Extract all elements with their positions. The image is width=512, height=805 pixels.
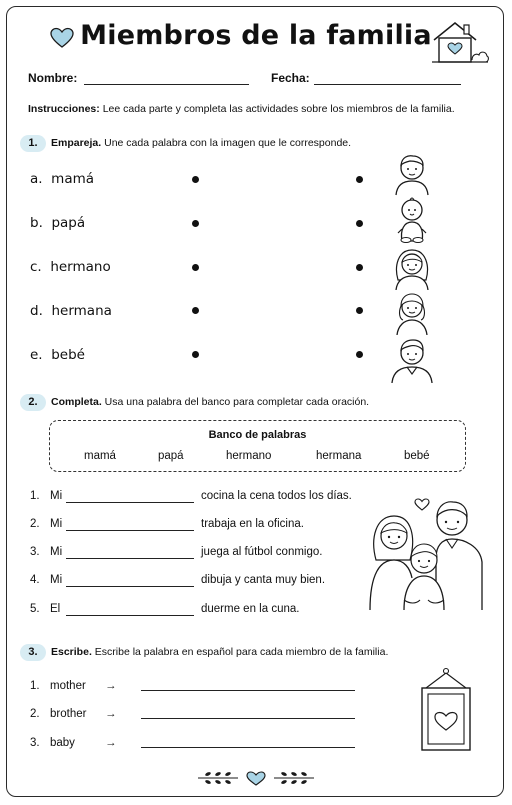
translate-number: 2. xyxy=(30,708,40,720)
instructions: Instrucciones: Lee cada parte y completa las actividades sobre los miembros de la familia. xyxy=(28,103,455,115)
section-1-heading: Empareja. Une cada palabra con la imagen que le corresponde. xyxy=(51,137,352,149)
page-title: Miembros de la familia xyxy=(80,20,432,51)
match-dot-left[interactable] xyxy=(192,307,199,314)
section-3-heading: Escribe. Escribe la palabra en español para cada miembro de la familia. xyxy=(51,646,389,658)
match-dot-left[interactable] xyxy=(192,176,199,183)
sentence-start: Mi xyxy=(50,518,63,530)
section-2-number: 2. xyxy=(20,394,46,411)
name-label: Nombre: xyxy=(28,71,78,85)
boy-face-icon[interactable] xyxy=(390,150,434,196)
sentence-number: 2. xyxy=(30,518,40,530)
translate-word: baby xyxy=(50,737,75,749)
translate-word: mother xyxy=(50,680,86,692)
bank-word: mamá xyxy=(84,450,116,462)
bank-word: hermana xyxy=(316,450,362,462)
match-dot-right[interactable] xyxy=(356,351,363,358)
sentence-end: cocina la cena todos los días. xyxy=(201,490,352,502)
arrow-right-icon: → xyxy=(105,737,117,749)
sentence-blank[interactable] xyxy=(66,615,194,616)
translate-blank[interactable] xyxy=(141,747,355,748)
match-dot-right[interactable] xyxy=(356,264,363,271)
bank-word: hermano xyxy=(226,450,272,462)
list-item: e. bebé xyxy=(30,347,85,363)
girl-face-icon[interactable] xyxy=(390,289,434,335)
match-dot-left[interactable] xyxy=(192,351,199,358)
section-3-number: 3. xyxy=(20,644,46,661)
list-item: d. hermana xyxy=(30,303,112,319)
sentence-blank[interactable] xyxy=(66,530,194,531)
translate-blank[interactable] xyxy=(141,718,355,719)
match-dot-right[interactable] xyxy=(356,307,363,314)
word-bank-title: Banco de palabras xyxy=(208,429,307,441)
bank-word: papá xyxy=(158,450,184,462)
list-item: b. papá xyxy=(30,215,86,231)
name-field[interactable] xyxy=(84,84,249,85)
translate-number: 1. xyxy=(30,680,40,692)
sentence-number: 3. xyxy=(30,546,40,558)
sentence-blank[interactable] xyxy=(66,502,194,503)
arrow-right-icon: → xyxy=(105,680,117,692)
match-dot-right[interactable] xyxy=(356,220,363,227)
match-dot-left[interactable] xyxy=(192,220,199,227)
sentence-end: duerme en la cuna. xyxy=(201,603,300,615)
heart-frame-icon xyxy=(416,666,476,754)
sentence-start: Mi xyxy=(50,490,63,502)
sentence-end: trabaja en la oficina. xyxy=(201,518,304,530)
family-illustration xyxy=(364,492,488,614)
leaf-ornament-icon xyxy=(196,768,316,788)
sentence-start: Mi xyxy=(50,574,63,586)
sentence-number: 1. xyxy=(30,490,40,502)
sentence-end: juega al fútbol conmigo. xyxy=(201,546,323,558)
sentence-start: El xyxy=(50,603,61,615)
arrow-right-icon: → xyxy=(105,708,117,720)
sentence-blank[interactable] xyxy=(66,558,194,559)
match-dot-left[interactable] xyxy=(192,264,199,271)
sentence-start: Mi xyxy=(50,546,63,558)
list-item: c. hermano xyxy=(30,259,111,275)
date-field[interactable] xyxy=(314,84,461,85)
bank-word: bebé xyxy=(404,450,430,462)
match-dot-right[interactable] xyxy=(356,176,363,183)
sentence-number: 5. xyxy=(30,603,40,615)
word-bank xyxy=(49,420,466,472)
translate-blank[interactable] xyxy=(141,690,355,691)
woman-face-icon[interactable] xyxy=(390,244,434,290)
list-item: a. mamá xyxy=(30,171,95,187)
translate-word: brother xyxy=(50,708,87,720)
baby-icon[interactable] xyxy=(394,195,430,243)
sentence-blank[interactable] xyxy=(66,586,194,587)
man-face-icon[interactable] xyxy=(388,334,436,384)
section-2-heading: Completa. Usa una palabra del banco para completar cada oración. xyxy=(51,396,370,408)
sentence-end: dibuja y canta muy bien. xyxy=(201,574,326,586)
translate-number: 3. xyxy=(30,737,40,749)
section-1-number: 1. xyxy=(20,135,46,152)
date-label: Fecha: xyxy=(271,71,310,85)
sentence-number: 4. xyxy=(30,574,40,586)
